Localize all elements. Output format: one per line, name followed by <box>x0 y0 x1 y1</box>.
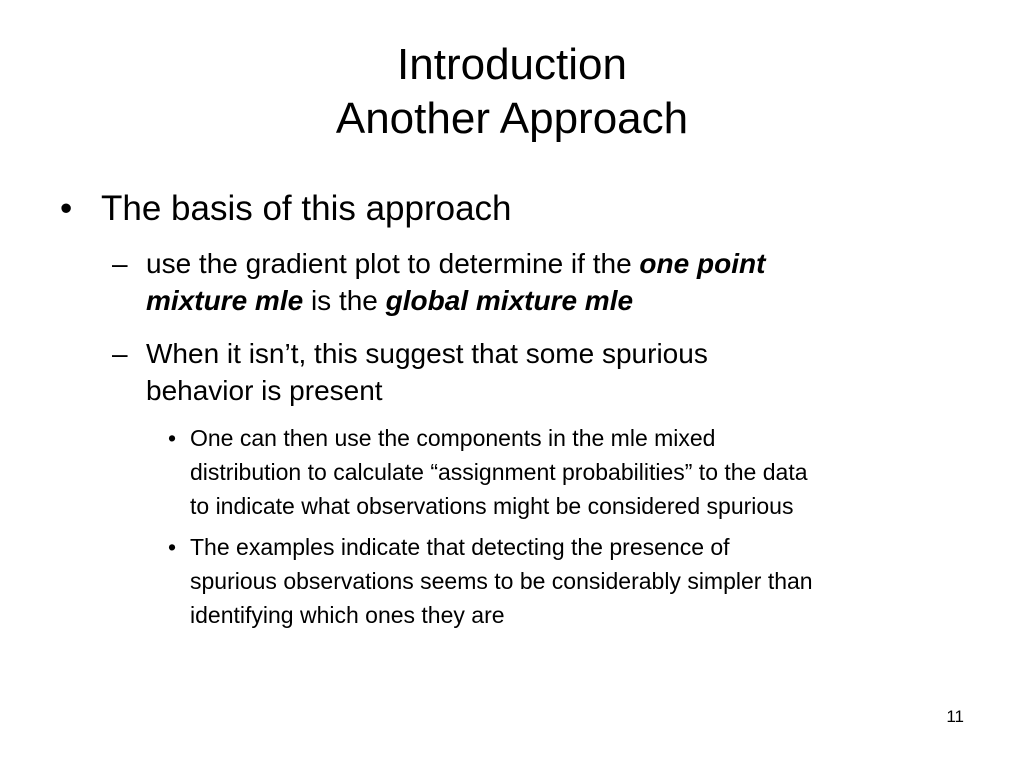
sub-sub-bullet-text <box>190 421 990 523</box>
sub-sub-bullet-line-2: distribution to calculate “assignment probabilities” to the data <box>190 459 808 485</box>
sub-bullet-line-1 <box>146 245 926 282</box>
sub-bullet-line-2 <box>146 282 926 319</box>
text-run: use the gradient plot to determine if the <box>146 248 640 279</box>
bullet-marker: • <box>168 534 177 560</box>
emphasis-one-point: one point <box>639 248 766 279</box>
sub-bullet-text <box>146 335 926 409</box>
slide-number: 11 <box>946 707 964 726</box>
sub-sub-bullet-text <box>190 530 990 632</box>
title-line-1: Introduction <box>397 40 627 89</box>
sub-sub-bullet-line-3: to indicate what observations might be considered spurious <box>190 493 794 519</box>
sub-bullet-line-2: behavior is present <box>146 375 383 406</box>
bullet-text: The basis of this approach <box>101 189 512 228</box>
sub-sub-bullet-line-1: One can then use the components in the mle mixed <box>190 425 716 451</box>
dash-marker: – <box>112 248 128 279</box>
slide-title <box>0 38 1024 146</box>
emphasis-global-mixture-mle: global mixture mle <box>385 285 634 316</box>
sub-sub-bullet-line-2: spurious observations seems to be considerably simpler than <box>190 568 813 594</box>
bullet-marker: • <box>168 425 177 451</box>
emphasis-mixture-mle: mixture mle <box>146 285 304 316</box>
sub-sub-bullet-line-3: identifying which ones they are <box>190 602 505 628</box>
dash-marker: – <box>112 338 128 369</box>
title-line-2: Another Approach <box>335 94 689 143</box>
sub-bullet-line-1: When it isn’t, this suggest that some spurious <box>146 338 708 369</box>
bullet-marker: • <box>60 189 73 228</box>
text-run: is the <box>303 285 386 316</box>
sub-bullet-text <box>146 245 926 319</box>
sub-sub-bullet-line-1: The examples indicate that detecting the presence of <box>190 534 730 560</box>
